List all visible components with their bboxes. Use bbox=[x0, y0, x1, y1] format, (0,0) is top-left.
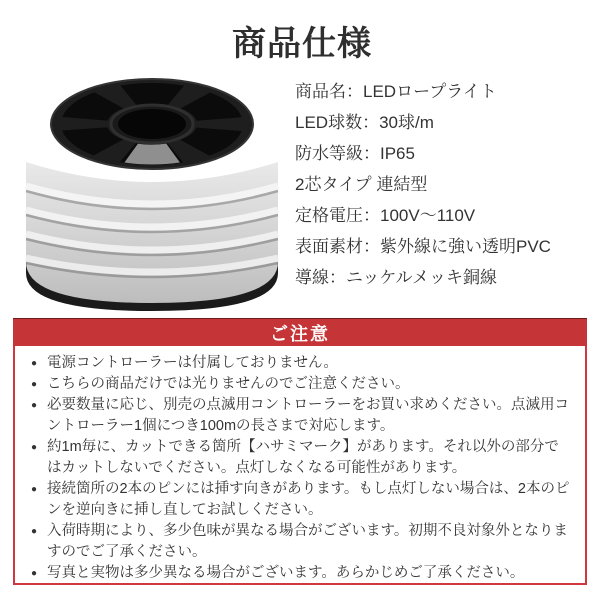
spec-product-name: 商品名：LEDロープライト bbox=[295, 82, 497, 101]
led-rope-light-spool-icon bbox=[20, 70, 284, 312]
caution-item bbox=[31, 353, 571, 374]
page-title: 商品仕様 bbox=[232, 25, 372, 63]
caution-item-text: 約1m毎に、カットできる箇所【ハサミマーク】があります。それ以外の部分ではカットしないでください。点灯しなくなる可能性があります。 bbox=[47, 439, 559, 476]
caution-box bbox=[13, 346, 587, 585]
caution-item bbox=[31, 374, 571, 395]
caution-item bbox=[31, 563, 571, 584]
caution-item-text: こちらの商品だけでは光りませんのでご注意ください。 bbox=[47, 376, 410, 392]
caution-item bbox=[31, 479, 571, 521]
caution-item bbox=[31, 437, 571, 479]
spec-led-count: LED球数：30球/m bbox=[295, 113, 434, 132]
bullet-icon: ● bbox=[31, 568, 38, 579]
bullet-icon: ● bbox=[31, 526, 38, 537]
caution-list bbox=[31, 353, 571, 584]
spec-core-type: 2芯タイプ 連結型 bbox=[295, 175, 428, 194]
bullet-icon: ● bbox=[31, 379, 38, 390]
spec-list bbox=[295, 76, 590, 293]
spec-rated-voltage: 定格電圧：100V～110V bbox=[295, 206, 476, 225]
caution-title: ご注意 bbox=[270, 323, 330, 344]
bullet-icon: ● bbox=[31, 442, 38, 453]
spec-surface-material: 表面素材：紫外線に強い透明PVC bbox=[295, 237, 551, 256]
product-photo bbox=[20, 70, 284, 312]
caution-item-text: 必要数量に応じ、別売の点滅用コントローラーをお買い求めください。点滅用コントローラー1個につき100mの長さまで対応します。 bbox=[47, 397, 569, 434]
caution-item-text: 写真と実物は多少異なる場合がございます。あらかじめご了承ください。 bbox=[47, 565, 525, 581]
caution-item-text: 電源コントローラーは付属しておりません。 bbox=[47, 355, 338, 371]
caution-item bbox=[31, 521, 571, 563]
caution-item bbox=[31, 395, 571, 437]
caution-header bbox=[13, 318, 587, 346]
caution-item-text: 接続箇所の2本のピンには挿す向きがあります。もし点灯しない場合は、2本のピンを逆向きに挿し直してお試しください。 bbox=[47, 481, 570, 518]
spec-waterproof-rating: 防水等級：IP65 bbox=[295, 144, 415, 163]
bullet-icon: ● bbox=[31, 484, 38, 495]
caution-item-text: 入荷時期により、多少色味が異なる場合がございます。初期不良対象外となりますのでご了承ください。 bbox=[47, 523, 568, 560]
bullet-icon: ● bbox=[31, 358, 38, 369]
bullet-icon: ● bbox=[31, 400, 38, 411]
spec-conductor: 導線：ニッケルメッキ銅線 bbox=[295, 268, 497, 287]
